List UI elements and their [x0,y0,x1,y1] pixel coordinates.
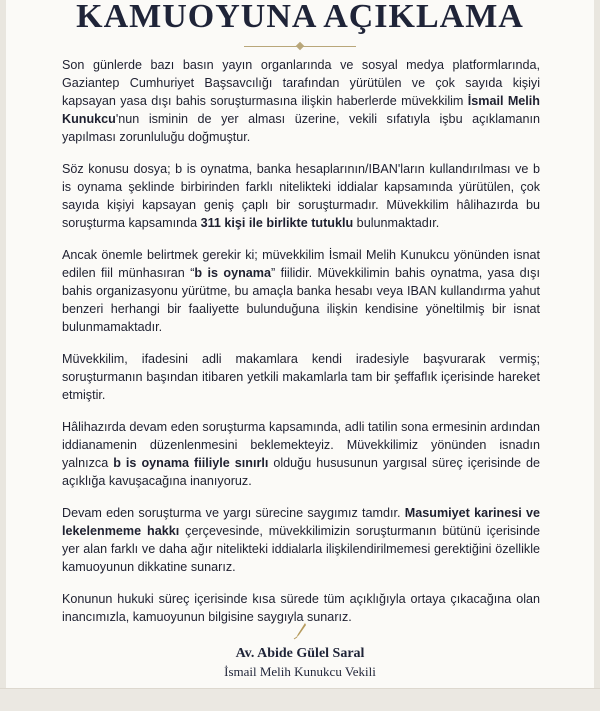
paragraph-5 [62,418,540,490]
p5-text-2: olduğu hususunun yargısal süreç içerisinde de açıklığa kavuşacağına inanıyoruz. [62,456,540,488]
paragraph-3 [62,246,540,336]
title-divider [244,46,356,47]
p2-bold-1: 311 kişi ile birlikte tutuklu [200,216,354,230]
p6-text-1: Devam eden soruşturma ve yargı sürecine saygımız tamdır. [62,506,405,520]
p3-bold-1: b is oynama [194,266,271,280]
paragraph-4: Müvekkilim, ifadesini adli makamlara kendi iradesiyle başvurarak vermiş; soruşturmanın başından itibaren yetkili makamlarla tam bir şeffaflık içerisinde hareket etmiştir. [62,352,540,402]
pen-nib-icon [0,622,600,645]
p1-bold-1: İsmail Melih Kunukcu [62,94,541,126]
signature-role: İsmail Melih Kunukcu Vekili [224,664,376,679]
signature-name: Av. Abide Gülel Saral [235,646,365,661]
p1-text-1: Son günlerde bazı basın yayın organlarında ve sosyal medya platformlarında, Gaziantep Cumhuriyet Başsavcılığı tarafından yürütülen ve çok sayıda kişiyi kapsayan yasa dışı bahis soruşturmasına ilişkin haberlerde müvekkilim [62,58,540,108]
paragraph-6 [62,504,540,576]
paragraph-1 [62,56,540,146]
p2-text-2: bulunmaktadır. [353,216,440,230]
p5-bold-1: b is oynama fiiliyle sınırlı [113,456,269,470]
p5-text-1: Hâlihazırda devam eden soruşturma kapsamında, adli tatilin sona ermesinin ardından iddianamenin düzenlenmesini beklemekteyiz. Müvekkilimiz yönünden isnadın yalnızca [62,420,540,470]
p3-text-2: ” fiilidir. Müvekkilimin bahis oynatma, yasa dışı bahis organizasyonu yürütme, bu amaçla banka hesabı veya IBAN kullandırma yahut benzeri herhangi bir faaliyette bulunduğuna ilişkin kendisine yöneltilmiş bir isnat bulunmamaktadır. [62,266,540,334]
page-frame-left [0,0,6,711]
p6-text-2: çerçevesinde, müvekkilimizin soruşturmanın bütünü içerisinde yer alan farklı ve daha ağır nitelikteki iddialarla ilişkilendirilmemesi gerektiğini özellikle kamuoyunun dikkatine sunarız. [62,524,540,574]
page-frame-bottom [0,688,600,711]
p2-text-1: Söz konusu dosya; b is oynatma, banka hesaplarının/IBAN'ların kullandırılması ve b is oynama şeklinde birbirinden farklı nitelikteki iddialar kapsamında yürütülen, çok sayıda kişiyi kapsayan geniş çaplı bir soruşturmadır. Müvekkilim hâlihazırda bu soruşturma kapsamında [62,162,540,230]
p3-text-1: Ancak önemle belirtmek gerekir ki; müvekkilim İsmail Melih Kunukcu yönünden isnat edilen fiil münhasıran “ [62,248,540,280]
paragraph-7: Konunun hukuki süreç içerisinde kısa sürede tüm açıklığıyla ortaya çıkacağına olan inancımızla, kamuoyunun bilgisine saygıyla sunarız. [62,592,540,624]
statement-body [62,56,540,640]
pen-nib-icon-svg [293,622,307,640]
p1-text-2: 'nun isminin de yer alması üzerine, vekili sıfatıyla işbu açıklamanın yapılması zorunluluğu doğmuştur. [62,112,540,144]
paragraph-2 [62,160,540,232]
p6-bold-1: Masumiyet karinesi ve lekelenmeme hakkı [62,506,540,538]
page-frame-right [594,0,600,711]
page-title: KAMUOYUNA AÇIKLAMA [76,0,524,35]
